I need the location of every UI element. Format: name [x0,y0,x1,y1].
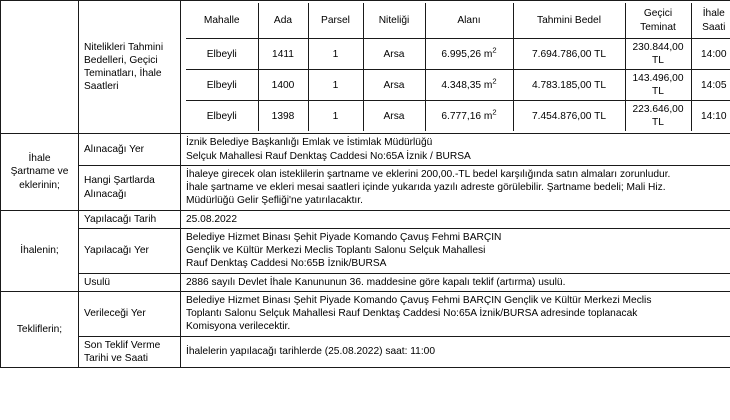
property-label-line-4: Teminatları, [84,68,137,80]
cell-ihale-saati: 14:05 [691,70,730,101]
group-label-sartname-line-0: İhale [28,153,51,165]
cell-alani-unit-exp: 2 [492,76,497,86]
cell-parsel: 1 [308,101,363,132]
property-label-line-2: Bedelleri, [84,54,127,66]
value-verilecegi-yer-line-1: Toplantı Salonu Selçuk Mahallesi Rauf Denktaş Caddesi No:65A İznik/BURSA adresinde toplanacak [186,308,638,320]
col-header-gecici-teminat [625,3,691,39]
cell-alani [425,101,513,132]
col-header-niteligi: Niteliği [363,3,425,39]
field-label-son-teklif-line-2: ve Saati [111,352,148,364]
value-alinacagi-yer [181,134,730,166]
tekliflerin-son-teklif-row [1,336,730,368]
ihalenin-yapilacagi-yer-row [1,228,730,273]
col-header-parsel: Parsel [308,3,363,39]
cell-niteligi: Arsa [363,70,425,101]
value-verilecegi-yer-line-2: Komisyona verilecektir. [186,321,291,333]
field-label-yapilacagi-tarih-line-0: Yapılacağı [84,213,132,225]
cell-ada: 1398 [258,101,308,132]
sartname-alinacagi-yer-row [1,134,730,166]
cell-tahmini-bedel: 7.694.786,00 TL [513,39,625,70]
property-label-line-0: Nitelikleri [84,41,126,53]
cell-niteligi: Arsa [363,39,425,70]
cell-tahmini-bedel: 4.783.185,00 TL [513,70,625,101]
cell-parsel: 1 [308,70,363,101]
field-label-hangi-sartlarda-line-1: Şartlarda [113,175,155,187]
cell-gecici-teminat: 230.844,00 TL [625,39,691,70]
field-label-son-teklif [79,336,181,368]
sartname-hangi-sartlarda-row [1,165,730,210]
field-label-yapilacagi-yer: Yapılacağı Yer [79,228,181,273]
cell-mahalle: Elbeyli [186,101,258,132]
value-verilecegi-yer [181,291,730,336]
cell-ihale-saati: 14:00 [691,39,730,70]
value-son-teklif: İhalelerin yapılacağı tarihlerde (25.08.2022) saat: 11:00 [181,336,730,368]
group-label-tekliflerin: Tekliflerin; [1,291,79,367]
group-label-sartname-line-1: Şartname ve [10,166,69,178]
cell-mahalle: Elbeyli [186,70,258,101]
field-label-usulu: Usulü [79,273,181,291]
col-header-ihale-saati-line-0: İhale [702,8,725,20]
col-header-ihale-saati-line-1: Saati [702,21,726,33]
field-label-hangi-sartlarda [79,165,181,210]
ihalenin-yapilacagi-tarih-row [1,210,730,228]
tekliflerin-verilecegi-yer-row [1,291,730,336]
group-label-sartname [1,134,79,210]
cell-ada: 1411 [258,39,308,70]
table-row [186,70,730,101]
cell-alani-unit-exp: 2 [492,45,497,55]
field-label-yapilacagi-tarih [79,210,181,228]
cell-gecici-teminat: 143.496,00 TL [625,70,691,101]
field-label-verilecegi-yer: Verileceği Yer [79,291,181,336]
cell-parsel: 1 [308,39,363,70]
property-table-header-row [186,3,730,39]
value-yapilacagi-yer-line-0: Belediye Hizmet Binası Şehit Piyade Komando Çavuş Fehmi BARÇIN [186,231,502,243]
value-yapilacagi-yer-line-1: Gençlik ve Kültür Merkezi Meclis Toplantı Salonu Selçuk Mahallesi [186,245,486,257]
cell-alani-unit-exp: 2 [492,107,497,117]
cell-alani-value: 6.777,16 [441,110,482,122]
property-label-line-1: Tahmini [127,41,164,53]
value-usulu: 2886 sayılı Devlet İhale Kanununun 36. maddesine göre kapalı teklif (artırma) usulü. [181,273,730,291]
value-hangi-sartlarda-line-0: İhaleye girecek olan isteklilerin şartname ve eklerini 200,00.-TL bedel karşılığında satın almaları zorunludur. [186,168,671,180]
field-label-son-teklif-line-0: Son Teklif [84,339,128,351]
value-hangi-sartlarda [181,165,730,210]
value-hangi-sartlarda-line-1: İhale şartname ve ekleri mesai saatleri içinde yukarıda yazılı adreste görülebilir. Şartname bedeli; Mali Hiz. [186,182,666,194]
cell-tahmini-bedel: 7.454.876,00 TL [513,101,625,132]
cell-alani-unit: m [483,110,493,122]
cell-alani-unit: m [483,79,493,91]
cell-alani-value: 6.995,26 [441,48,482,60]
col-header-gecici-teminat-line-0: Geçici [643,8,673,20]
cell-niteligi: Arsa [363,101,425,132]
group-label-sartname-line-2: eklerinin; [19,179,60,191]
value-alinacagi-yer-line-1: Selçuk Mahallesi Rauf Denktaş Caddesi No:65A İznik / BURSA [186,150,471,162]
col-header-alani: Alanı [425,3,513,39]
group-label-ihalenin: İhalenin; [1,210,79,291]
table-row [186,101,730,132]
property-label-line-3: Geçici [129,54,158,66]
property-block-field-label [79,1,181,134]
field-label-son-teklif-line-1: Verme Tarihi [84,339,161,364]
property-table-container [181,1,730,134]
cell-ihale-saati: 14:10 [691,101,730,132]
cell-alani-unit: m [483,48,493,60]
col-header-ada: Ada [258,3,308,39]
field-label-alinacagi-yer: Alınacağı Yer [79,134,181,166]
cell-alani [425,70,513,101]
cell-ada: 1400 [258,70,308,101]
cell-alani [425,39,513,70]
property-table [186,3,730,131]
col-header-mahalle: Mahalle [186,3,258,39]
field-label-hangi-sartlarda-line-0: Hangi [84,175,111,187]
ihalenin-usulu-row [1,273,730,291]
property-block-row [1,1,730,134]
value-yapilacagi-tarih: 25.08.2022 [181,210,730,228]
cell-gecici-teminat: 223.646,00 TL [625,101,691,132]
value-alinacagi-yer-line-0: İznik Belediye Başkanlığı Emlak ve İstimlak Müdürlüğü [186,137,433,149]
cell-mahalle: Elbeyli [186,39,258,70]
value-yapilacagi-yer [181,228,730,273]
col-header-ihale-saati [691,3,730,39]
field-label-yapilacagi-tarih-line-1: Tarih [134,213,157,225]
value-verilecegi-yer-line-0: Belediye Hizmet Binası Şehit Piyade Komando Çavuş Fehmi BARÇIN Gençlik ve Kültür Merkezi Meclis [186,294,652,306]
property-block-group-label-empty [1,1,79,134]
field-label-hangi-sartlarda-line-2: Alınacağı [84,188,127,200]
value-yapilacagi-yer-line-2: Rauf Denktaş Caddesi No:65B İznik/BURSA [186,258,387,270]
col-header-gecici-teminat-line-1: Teminat [640,21,676,33]
col-header-tahmini-bedel: Tahmini Bedel [513,3,625,39]
value-hangi-sartlarda-line-2: Müdürlüğü Gelir Şefliği'ne yatırılacaktır. [186,195,363,207]
property-label-line-5: İhale Saatleri [84,68,162,93]
cell-alani-value: 4.348,35 [441,79,482,91]
table-row [186,39,730,70]
